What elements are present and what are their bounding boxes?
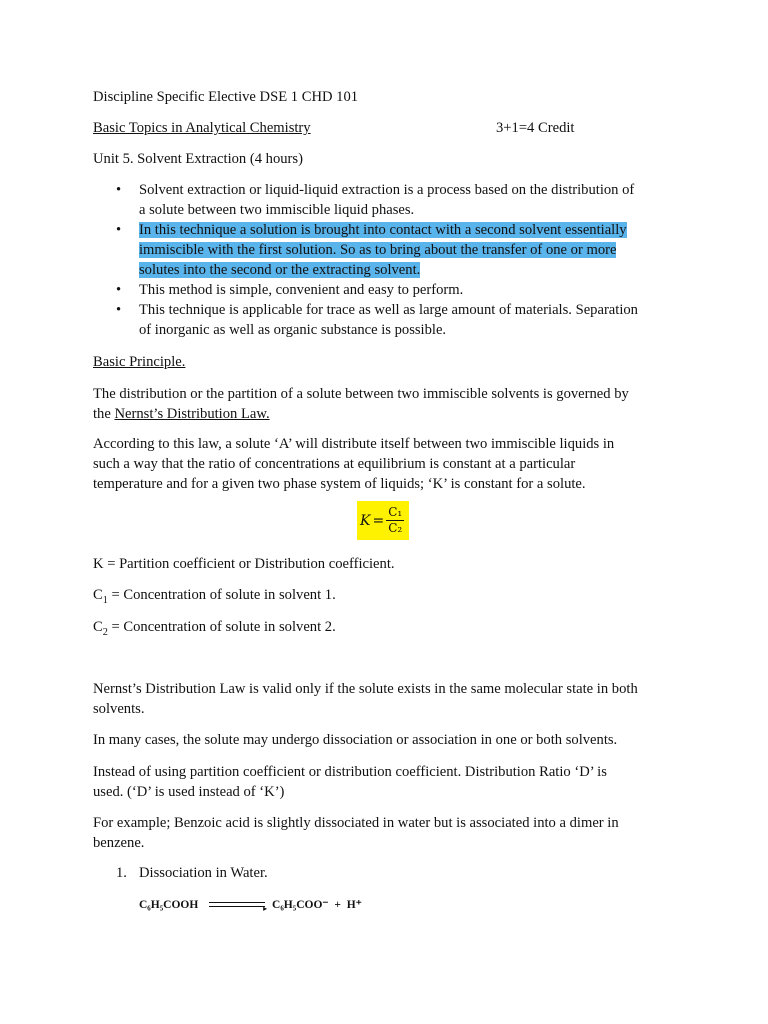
paragraph: Instead of using partition coefficient or distribution coefficient. Distribution Ratio ‘D’ is used. (‘D’ is used instead of ‘K’) bbox=[93, 764, 607, 800]
credit-value: 3+1=4 Credit bbox=[496, 120, 575, 136]
list-item: • This technique is applicable for trace as well as large amount of materials. Separation of inorganic as well as organic substance is possible. bbox=[116, 302, 638, 338]
list-item: • Solvent extraction or liquid-liquid extraction is a process based on the distribution of a solute between two immiscible liquid phases. bbox=[116, 182, 635, 218]
fraction: $\frac{\text{C₁}}{\text{C₂}}$ bbox=[388, 505, 403, 535]
law-name: Nernst’s Distribution Law. bbox=[114, 406, 270, 422]
highlighted-text: solutes into the second or the extracting solvent. bbox=[139, 262, 421, 278]
proton: H⁺ bbox=[346, 899, 362, 911]
section-heading: Basic Principle. bbox=[93, 354, 186, 370]
equilibrium-arrows-icon: ▸ bbox=[209, 900, 265, 910]
paragraph: Nernst’s Distribution Law is valid only if the solute exists in the same molecular state in both solvents. bbox=[93, 681, 638, 717]
highlighted-text: immiscible with the first solution. So as to bring about the transfer of one or more bbox=[139, 242, 617, 258]
definition-c2: $C_2$ = Concentration of solute in solvent 2. bbox=[93, 619, 336, 638]
plus-sign: + bbox=[334, 899, 341, 911]
paragraph: For example; Benzoic acid is slightly dissociated in water but is associated into a dimer in benzene. bbox=[93, 815, 619, 851]
dissociation-equation bbox=[139, 895, 362, 915]
subject-line bbox=[93, 118, 683, 138]
subject-title: Basic Topics in Analytical Chemistry bbox=[93, 120, 311, 136]
list-item: • This method is simple, convenient and easy to perform. bbox=[116, 282, 464, 298]
partition-formula: K = $\frac{\text{C₁}}{\text{C₂}}$ bbox=[357, 501, 409, 540]
paragraph: The distribution or the partition of a solute between two immiscible solvents is governed by the Nernst’s Distribution Law. bbox=[93, 386, 629, 422]
list-item-text: Dissociation in Water. bbox=[139, 865, 268, 881]
bullet-icon: • bbox=[116, 182, 122, 198]
bullet-list bbox=[93, 180, 673, 340]
unit-title: Unit 5. Solvent Extraction (4 hours) bbox=[93, 151, 303, 167]
bullet-icon: • bbox=[116, 282, 122, 298]
highlighted-text: In this technique a solution is brought into contact with a second solvent essentially bbox=[139, 222, 627, 238]
definition-k: K = Partition coefficient or Distribution coefficient. bbox=[93, 556, 395, 572]
definition-c1: $C_1$ = Concentration of solute in solvent 1. bbox=[93, 587, 336, 606]
bullet-icon: • bbox=[116, 222, 122, 238]
course-title: Discipline Specific Elective DSE 1 CHD 101 bbox=[93, 89, 359, 105]
reactant: C₆H₅COOH bbox=[139, 899, 199, 911]
bullet-icon: • bbox=[116, 302, 122, 318]
paragraph: According to this law, a solute ‘A’ will distribute itself between two immiscible liquids in such a way that the ratio of concentrations at equilibrium is constant at a particular temperature and for a given two phase system of liquids; ‘K’ is constant for a solute. bbox=[93, 436, 615, 492]
product-ion: C₆H₅COO⁻ bbox=[272, 899, 329, 911]
list-number: 1. bbox=[116, 865, 127, 881]
list-item bbox=[93, 220, 673, 280]
paragraph: In many cases, the solute may undergo dissociation or association in one or both solvents. bbox=[93, 732, 618, 748]
numbered-list-item bbox=[116, 863, 706, 883]
